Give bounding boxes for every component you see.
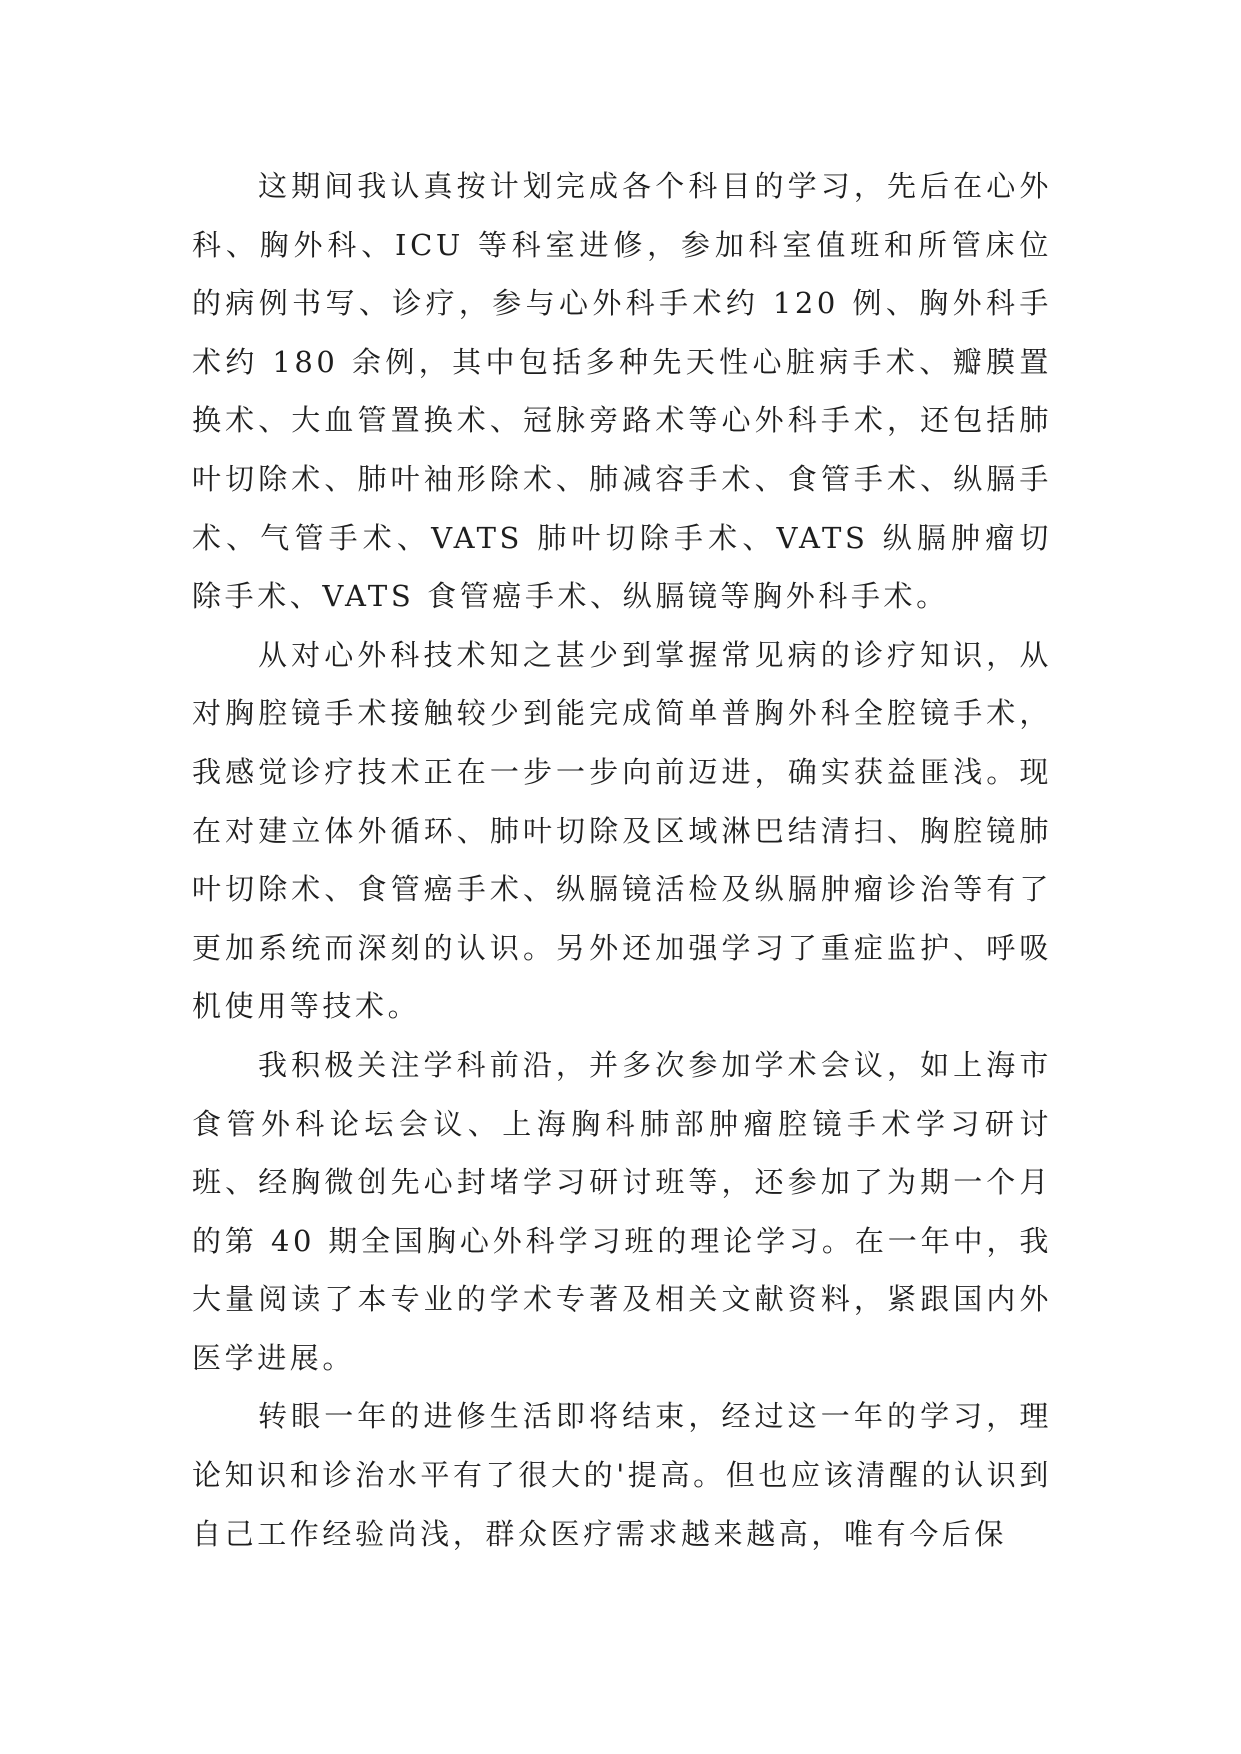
paragraph-3: 我积极关注学科前沿，并多次参加学术会议，如上海市食管外科论坛会议、上海胸科肺部肿瘤腔镜手术学习研讨班、经胸微创先心封堵学习研讨班等，还参加了为期一个月的第 40 期全国胸心外科学习班的理论学习。在一年中，我大量阅读了本专业的学术专著及相关文献资料，紧跟国内外医学进展。 bbox=[192, 1047, 1052, 1375]
paragraph-1: 这期间我认真按计划完成各个科目的学习，先后在心外科、胸外科、ICU 等科室进修，参加科室值班和所管床位的病例书写、诊疗，参与心外科手术约 120 例、胸外科手术约 180 余例，其中包括多种先天性心脏病手术、瓣膜置换术、大血管置换术、冠脉旁路术等心外科手术，还包括肺叶切除术、肺叶袖形除术、肺减容手术、食管手术、纵膈手术、气管手术、VATS 肺叶切除手术、VATS 纵膈肿瘤切除手术、VATS 食管癌手术、纵膈镜等胸外科手术。 bbox=[192, 169, 1052, 614]
document-body bbox=[192, 157, 1052, 1563]
paragraph-4: 转眼一年的进修生活即将结束，经过这一年的学习，理论知识和诊治水平有了很大的'提高。但也应该清醒的认识到自己工作经验尚浅，群众医疗需求越来越高，唯有今后保 bbox=[192, 1399, 1052, 1551]
paragraph-2: 从对心外科技术知之甚少到掌握常见病的诊疗知识，从对胸腔镜手术接触较少到能完成简单普胸外科全腔镜手术，我感觉诊疗技术正在一步一步向前迈进，确实获益匪浅。现在对建立体外循环、肺叶切除及区域淋巴结清扫、胸腔镜肺叶切除术、食管癌手术、纵膈镜活检及纵膈肿瘤诊治等有了更加系统而深刻的认识。另外还加强学习了重症监护、呼吸机使用等技术。 bbox=[192, 637, 1052, 1024]
